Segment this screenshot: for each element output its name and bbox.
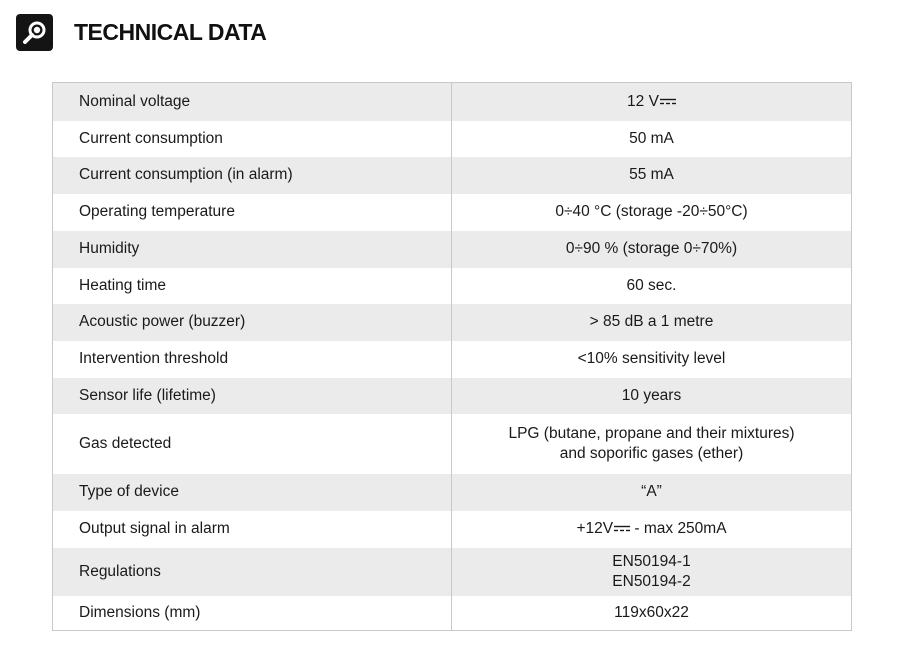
- spec-value: 0÷40 °C (storage -20÷50°C): [452, 194, 852, 231]
- spec-value: [452, 83, 852, 121]
- spec-label: Heating time: [53, 268, 452, 304]
- spec-value: 60 sec.: [452, 268, 852, 304]
- spec-label: Humidity: [53, 231, 452, 268]
- spec-value: “A”: [452, 474, 852, 511]
- header: [16, 14, 266, 51]
- spec-label: Operating temperature: [53, 194, 452, 231]
- magnifier-icon: [16, 14, 53, 51]
- dc-symbol-icon: [614, 525, 630, 532]
- spec-value-prefix: +12V: [576, 520, 614, 537]
- table-row: [53, 414, 852, 474]
- table-row: [53, 341, 852, 378]
- spec-value: [452, 548, 852, 596]
- table-row: [53, 511, 852, 548]
- spec-label: Regulations: [53, 548, 452, 596]
- spec-label: Type of device: [53, 474, 452, 511]
- spec-label: Current consumption: [53, 121, 452, 157]
- table-row: [53, 157, 852, 194]
- page-title: TECHNICAL DATA: [74, 19, 267, 45]
- spec-value: 0÷90 % (storage 0÷70%): [452, 231, 852, 268]
- spec-value-line: EN50194-1: [612, 552, 691, 570]
- spec-value-line: LPG (butane, propane and their mixtures): [508, 424, 795, 442]
- spec-value-suffix: - max 250mA: [630, 520, 727, 537]
- table-row: [53, 194, 852, 231]
- spec-value: [452, 414, 852, 474]
- table-row: [53, 596, 852, 631]
- table-row: [53, 231, 852, 268]
- spec-value: [452, 511, 852, 548]
- spec-value-line: EN50194-2: [612, 572, 691, 590]
- spec-value: <10% sensitivity level: [452, 341, 852, 378]
- spec-label: Sensor life (lifetime): [53, 378, 452, 414]
- spec-label: Intervention threshold: [53, 341, 452, 378]
- technical-data-table: [52, 82, 852, 631]
- spec-value-text: 12 V: [627, 92, 659, 110]
- spec-value: 55 mA: [452, 157, 852, 194]
- spec-label: Acoustic power (buzzer): [53, 304, 452, 341]
- spec-value: 119x60x22: [452, 596, 852, 631]
- spec-value: 50 mA: [452, 121, 852, 157]
- spec-value-line: and soporific gases (ether): [559, 444, 744, 462]
- table-row: [53, 304, 852, 341]
- dc-symbol-icon: [660, 98, 676, 105]
- spec-label: Dimensions (mm): [53, 596, 452, 631]
- table-row: [53, 474, 852, 511]
- table-row: [53, 548, 852, 596]
- spec-label: Gas detected: [53, 414, 452, 474]
- spec-label: Output signal in alarm: [53, 511, 452, 548]
- spec-label: Nominal voltage: [53, 83, 452, 121]
- table-row: [53, 121, 852, 157]
- table-row: [53, 378, 852, 414]
- spec-value: 10 years: [452, 378, 852, 414]
- spec-value: > 85 dB a 1 metre: [452, 304, 852, 341]
- table-row: [53, 268, 852, 304]
- spec-label: Current consumption (in alarm): [53, 157, 452, 194]
- table-row: [53, 83, 852, 121]
